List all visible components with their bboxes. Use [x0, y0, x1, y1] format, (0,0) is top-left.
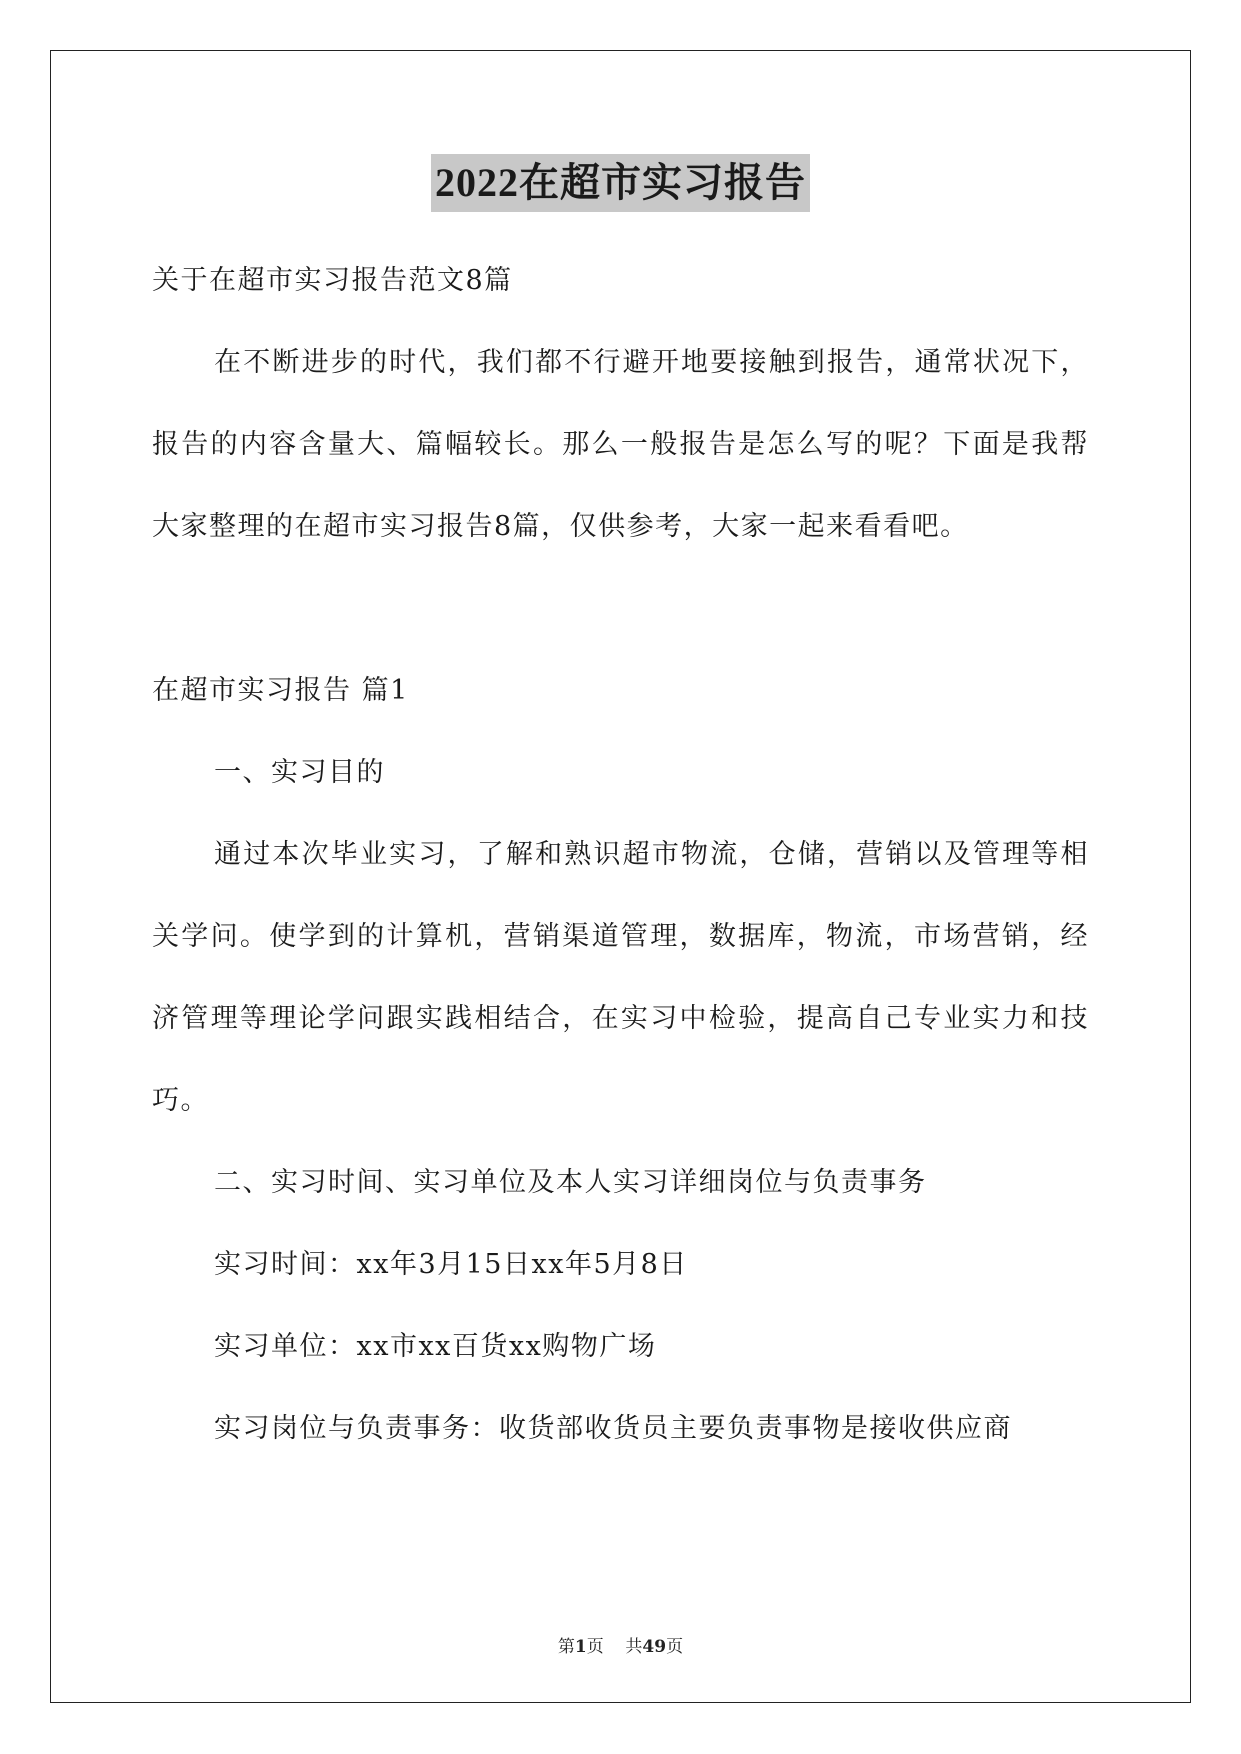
internship-unit: 实习单位：xx市xx百货xx购物广场 [214, 1331, 657, 1362]
page-footer [0, 1632, 1241, 1657]
footer-total-pages: 49 [642, 1637, 667, 1657]
internship-time: 实习时间：xx年3月15日xx年5月8日 [214, 1249, 688, 1280]
footer-total-prefix: 共 [625, 1637, 643, 1657]
footer-page-suffix: 页 [586, 1637, 604, 1657]
subtitle-paragraph: 关于在超市实习报告范文8篇 [152, 265, 513, 296]
section-spacer [152, 568, 1089, 650]
internship-position: 实习岗位与负责事务：收货部收货员主要负责事物是接收供应商 [214, 1413, 1012, 1444]
title-container [0, 154, 1241, 212]
footer-page-number: 1 [574, 1637, 587, 1657]
document-title: 2022在超市实习报告 [431, 154, 810, 212]
intro-paragraph: 在不断进步的时代，我们都不行避开地要接触到报告，通常状况下，报告的内容含量大、篇幅较长。那么一般报告是怎么写的呢？下面是我帮大家整理的在超市实习报告8篇，仅供参考，大家一起来看看吧。 [152, 347, 1089, 542]
footer-page-prefix: 第 [557, 1637, 575, 1657]
section-heading: 在超市实习报告 篇1 [152, 675, 409, 706]
footer-total-suffix: 页 [666, 1637, 684, 1657]
document-body [152, 240, 1089, 1470]
heading-purpose: 一、实习目的 [214, 757, 385, 788]
purpose-paragraph: 通过本次毕业实习，了解和熟识超市物流，仓储，营销以及管理等相关学问。使学到的计算机，营销渠道管理，数据库，物流，市场营销，经济管理等理论学问跟实践相结合，在实习中检验，提高自己专业实力和技巧。 [152, 839, 1089, 1116]
heading-time-unit: 二、实习时间、实习单位及本人实习详细岗位与负责事务 [214, 1167, 927, 1198]
